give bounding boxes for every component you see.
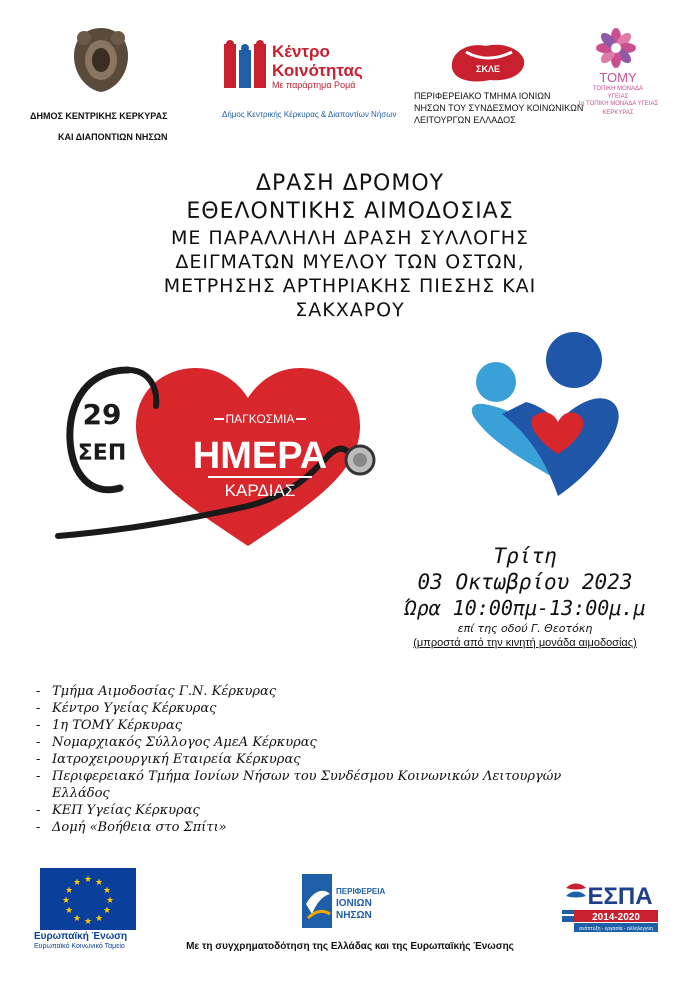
event-time: Ώρα 10:00πμ-13:00μ.μ [404, 596, 646, 620]
eu-label: Ευρωπαϊκή Ένωση [34, 931, 128, 942]
svg-text:★: ★ [83, 917, 93, 927]
list-item: - Δομή «Βοήθεια στο Σπίτι» [36, 819, 596, 836]
heart-text-line3: ΚΑΡΔΙΑΣ [224, 481, 296, 500]
list-item: - 1η ΤΟΜΥ Κέρκυρας [36, 717, 596, 734]
list-item: - Περιφερειακό Τμήμα Ιονίων Νήσων του Συνδέσμου Κοινωνικών Λειτουργών Ελλάδος [36, 768, 596, 802]
skle-text [414, 90, 583, 126]
tomy-line2: ΚΕΡΚΥΡΑΣ [602, 110, 634, 116]
region-line2: ΙΟΝΙΩΝ [336, 898, 372, 909]
espa-title: ΕΣΠΑ [587, 883, 653, 910]
event-info [380, 543, 670, 649]
title-line6: ΣΑΚΧΑΡΟΥ [295, 299, 405, 321]
tomy-flower-icon [596, 28, 636, 68]
heart-text-line1: ΠΑΓΚΟΣΜΙΑ [225, 412, 295, 426]
list-item: - Ιατροχειρουργική Εταιρεία Κέρκυρας [36, 751, 596, 768]
blood-donation-embrace-icon [462, 330, 627, 500]
event-street: επί της οδού Γ. Θεοτόκη [457, 622, 593, 635]
svg-text:★: ★ [61, 896, 71, 906]
cofunding-statement: Με τη συγχρηματοδότηση της Ελλάδας και της Ευρωπαϊκής Ένωσης [186, 941, 514, 952]
eu-flag-icon [40, 868, 136, 930]
dimos-name-line1: ΔΗΜΟΣ ΚΕΝΤΡΙΚΗΣ ΚΕΡΚΥΡΑΣ [30, 111, 168, 121]
list-item: - Νομαρχιακός Σύλλογος ΑμεΑ Κέρκυρας [36, 734, 596, 751]
tomy-line1: 1η ΤΟΠΙΚΗ ΜΟΝΑΔΑ ΥΓΕΙΑΣ [577, 101, 659, 107]
event-location: (μπροστά από την κινητή μονάδα αιμοδοσίας) [413, 637, 637, 649]
participants-list [36, 683, 596, 836]
heart-day-month: ΣΕΠ [77, 441, 127, 466]
dimos-crest-logo [70, 26, 132, 94]
svg-text:★: ★ [72, 878, 82, 888]
kentro-name-line2: Κοινότητας [272, 61, 363, 80]
world-heart-day-logo [48, 356, 378, 556]
svg-text:★: ★ [64, 886, 74, 896]
kentro-koinotitas-logo [272, 42, 363, 90]
skle-badge-text: ΣΚΛΕ [476, 64, 500, 74]
event-title [0, 170, 700, 322]
svg-text:★: ★ [105, 896, 115, 906]
skle-line2: ΝΗΣΩΝ ΤΟΥ ΣΥΝΔΕΣΜΟΥ ΚΟΙΝΩΝΙΚΩΝ [414, 103, 584, 113]
svg-text:★: ★ [102, 886, 112, 896]
svg-text:★: ★ [72, 914, 82, 924]
region-line1: ΠΕΡΙΦΕΡΕΙΑ [336, 887, 386, 896]
svg-text:★: ★ [94, 914, 104, 924]
kentro-subtitle: Με παράρτημα Ρομά [272, 80, 356, 90]
eu-sublabel: Ευρωπαϊκό Κοινωνικό Ταμείο [34, 943, 125, 950]
kentro-koinotitas-icon [222, 40, 268, 90]
skle-logo-icon [446, 38, 530, 84]
list-item: - Τμήμα Αιμοδοσίας Γ.Ν. Κέρκυρας [36, 683, 596, 700]
dimos-name-line2: ΚΑΙ ΔΙΑΠΟΝΤΙΩΝ ΝΗΣΩΝ [58, 132, 168, 142]
title-line2: ΕΘΕΛΟΝΤΙΚΗΣ ΑΙΜΟΔΟΣΙΑΣ [186, 199, 514, 224]
skle-line1: ΠΕΡΙΦΕΡΕΙΑΚΟ ΤΜΗΜΑ ΙΟΝΙΩΝ [414, 91, 551, 101]
svg-text:★: ★ [83, 875, 93, 885]
heart-day-number: 29 [82, 398, 122, 431]
title-line1: ΔΡΑΣΗ ΔΡΟΜΟΥ [255, 171, 445, 196]
title-line3: ΜΕ ΠΑΡΑΛΛΗΛΗ ΔΡΑΣΗ ΣΥΛΛΟΓΗΣ [170, 227, 529, 249]
list-item: - ΚΕΠ Υγείας Κέρκυρας [36, 802, 596, 819]
svg-text:★: ★ [94, 878, 104, 888]
espa-logo [562, 878, 658, 936]
event-date: 03 Οκτωβρίου 2023 [417, 570, 633, 594]
kentro-footer-text: Δήμος Κεντρικής Κέρκυρας & Διαποντίων Νήσων [222, 110, 397, 119]
kentro-name-line1: Κέντρο [272, 42, 330, 61]
espa-years: 2014-2020 [592, 912, 640, 923]
svg-text:★: ★ [64, 906, 74, 916]
region-line3: ΝΗΣΩΝ [336, 910, 372, 921]
heart-text-line2: ΗΜΕΡΑ [192, 435, 328, 477]
espa-tagline: ανάπτυξη - εργασία - αλληλεγγύη [579, 926, 653, 932]
title-line4: ΔΕΙΓΜΑΤΩΝ ΜΥΕΛΟΥ ΤΩΝ ΟΣΤΩΝ, [175, 251, 525, 273]
svg-text:★: ★ [102, 906, 112, 916]
tomy-title: ΤΟΜΥ [599, 70, 637, 85]
skle-line3: ΛΕΙΤΟΥΡΓΩΝ ΕΛΛΑΔΟΣ [414, 115, 516, 125]
list-item: - Κέντρο Υγείας Κέρκυρας [36, 700, 596, 717]
event-day: Τρίτη [493, 544, 557, 568]
tomy-small-text: ΤΟΠΙΚΗ ΜΟΝΑΔΑ ΥΓΕΙΑΣ [592, 86, 644, 100]
ionian-region-logo [302, 874, 398, 928]
title-line5: ΜΕΤΡΗΣΗΣ ΑΡΤΗΡΙΑΚΗΣ ΠΙΕΣΗΣ ΚΑΙ [163, 275, 537, 297]
